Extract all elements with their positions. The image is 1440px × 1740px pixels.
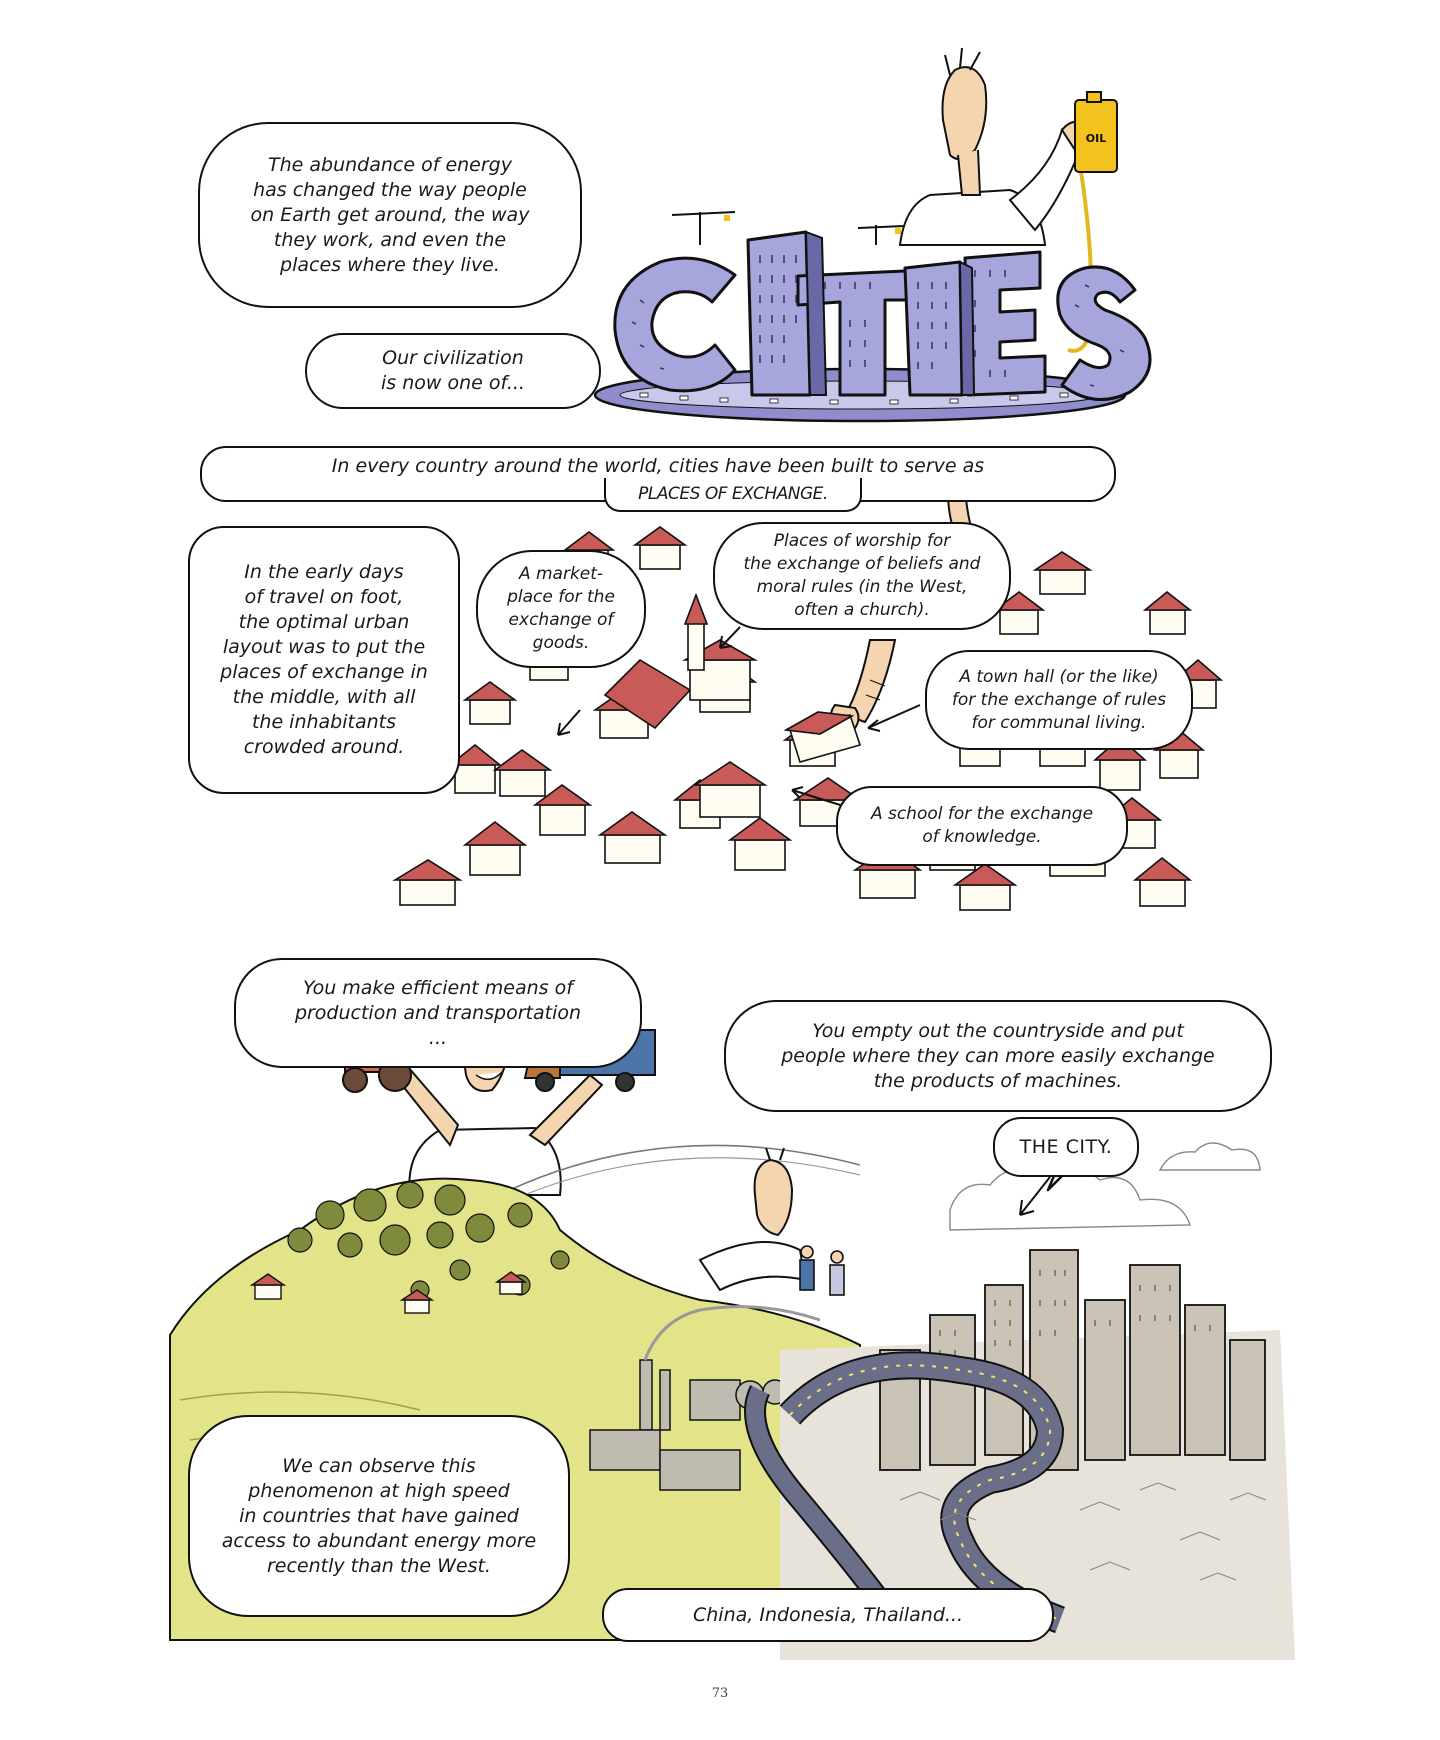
man-carrying-people: [700, 1148, 844, 1295]
speech-bubble-countryside: You empty out the countryside and put people where they can more easily exchange the products of machines.: [724, 1000, 1272, 1112]
speech-bubble-observe: We can observe this phenomenon at high speed in countries that have gained access to abundant energy more recently than the West.: [188, 1415, 570, 1617]
speech-bubble-marketplace: A market- place for the exchange of goods.: [476, 550, 646, 668]
caption-places-of-exchange: PLACES OF EXCHANGE.: [604, 478, 862, 512]
speech-bubble-civilization: Our civilization is now one of...: [305, 333, 601, 409]
speech-bubble-early-days: In the early days of travel on foot, the optimal urban layout was to put the places of exchange in the middle, with all the inhabitants crowded around.: [188, 526, 460, 794]
town-hall-building: [786, 712, 860, 762]
speech-bubble-town-hall: A town hall (or the like) for the exchange of rules for communal living.: [925, 650, 1193, 750]
speech-bubble-school: A school for the exchange of knowledge.: [836, 786, 1128, 866]
speech-bubble-worship: Places of worship for the exchange of beliefs and moral rules (in the West, often a church).: [713, 522, 1011, 630]
page-number: 73: [711, 1686, 729, 1701]
caption-every-country-text: In every country around the world, cities have been built to serve as: [331, 455, 985, 477]
caption-countries: China, Indonesia, Thailand...: [602, 1588, 1054, 1642]
speech-bubble-efficient: You make efficient means of production and transportation ...: [234, 958, 642, 1068]
speech-bubble-the-city: THE CITY.: [993, 1117, 1139, 1177]
speech-bubble-abundance: The abundance of energy has changed the way people on Earth get around, the way they work, and even the places where they live.: [198, 122, 582, 308]
oil-can-icon: [1075, 92, 1117, 172]
oil-can-label: OIL: [1085, 132, 1107, 145]
school-building: [695, 762, 765, 817]
